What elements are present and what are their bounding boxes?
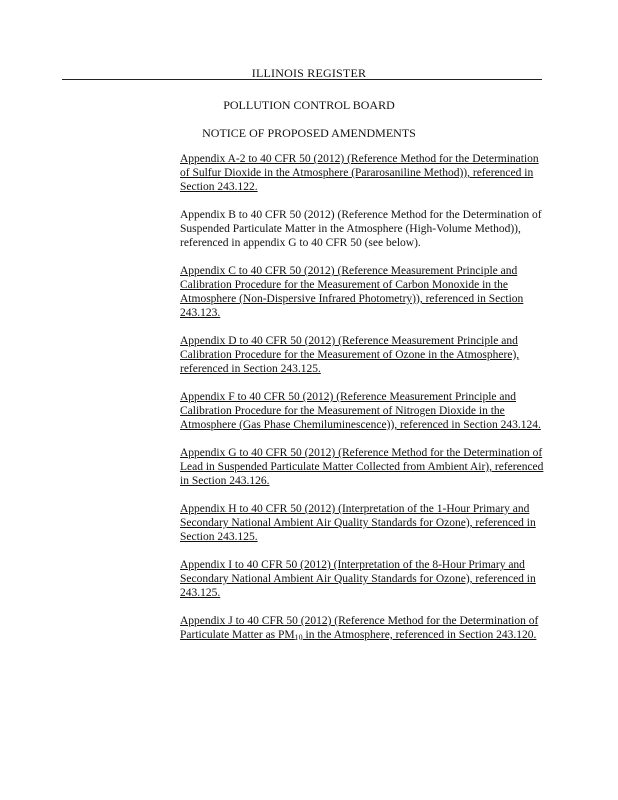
entry-appendix-g: Appendix G to 40 CFR 50 (2012) (Reference Method for the Determination of Lead in Suspended Particulate Matter Collected from Ambient Air), referenced in Section 243.126.: [180, 447, 544, 487]
entry-appendix-a2: Appendix A-2 to 40 CFR 50 (2012) (Reference Method for the Determination of Sulfur Dioxide in the Atmosphere (Pararosaniline Method)), referenced in Section 243.122.: [180, 153, 539, 193]
entry-appendix-f: Appendix F to 40 CFR 50 (2012) (Reference Measurement Principle and Calibration Procedure for the Measurement of Nitrogen Dioxide in the Atmosphere (Gas Phase Chemiluminescence)), referenced in Section 243.124.: [180, 391, 541, 431]
entry-appendix-b: Appendix B to 40 CFR 50 (2012) (Reference Method for the Determination of Suspended Particulate Matter in the Atmosphere (High-Volume Method)), referenced in appendix G to 40 CFR 50 (see below).: [180, 209, 542, 249]
entry-appendix-c: Appendix C to 40 CFR 50 (2012) (Reference Measurement Principle and Calibration Procedure for the Measurement of Carbon Monoxide in the Atmosphere (Non-Dispersive Infrared Photometry)), referenced in Section 243.123.: [180, 265, 524, 319]
appendix-list: [180, 152, 548, 659]
entry-appendix-i: Appendix I to 40 CFR 50 (2012) (Interpretation of the 8-Hour Primary and Secondary National Ambient Air Quality Standards for Ozone), referenced in 243.125.: [180, 559, 536, 599]
entry-appendix-j-subscript: 10: [294, 633, 303, 642]
notice-title: NOTICE OF PROPOSED AMENDMENTS: [202, 126, 416, 140]
entry-appendix-d: Appendix D to 40 CFR 50 (2012) (Reference Measurement Principle and Calibration Procedure for the Measurement of Ozone in the Atmosphere), referenced in Section 243.125.: [180, 335, 520, 375]
entry-appendix-j-text-after: in the Atmosphere, referenced in Section 243.120.: [302, 629, 537, 641]
entry-appendix-h: Appendix H to 40 CFR 50 (2012) (Interpretation of the 1-Hour Primary and Secondary National Ambient Air Quality Standards for Ozone), referenced in Section 243.125.: [180, 503, 536, 543]
entry-appendix-j-text-before: Appendix J to 40 CFR 50 (2012) (Reference Method for the Determination of Particulate Matter as PM: [180, 615, 539, 641]
register-title: ILLINOIS REGISTER: [251, 66, 367, 80]
entry-appendix-j: [180, 614, 548, 645]
board-title: POLLUTION CONTROL BOARD: [223, 98, 395, 112]
